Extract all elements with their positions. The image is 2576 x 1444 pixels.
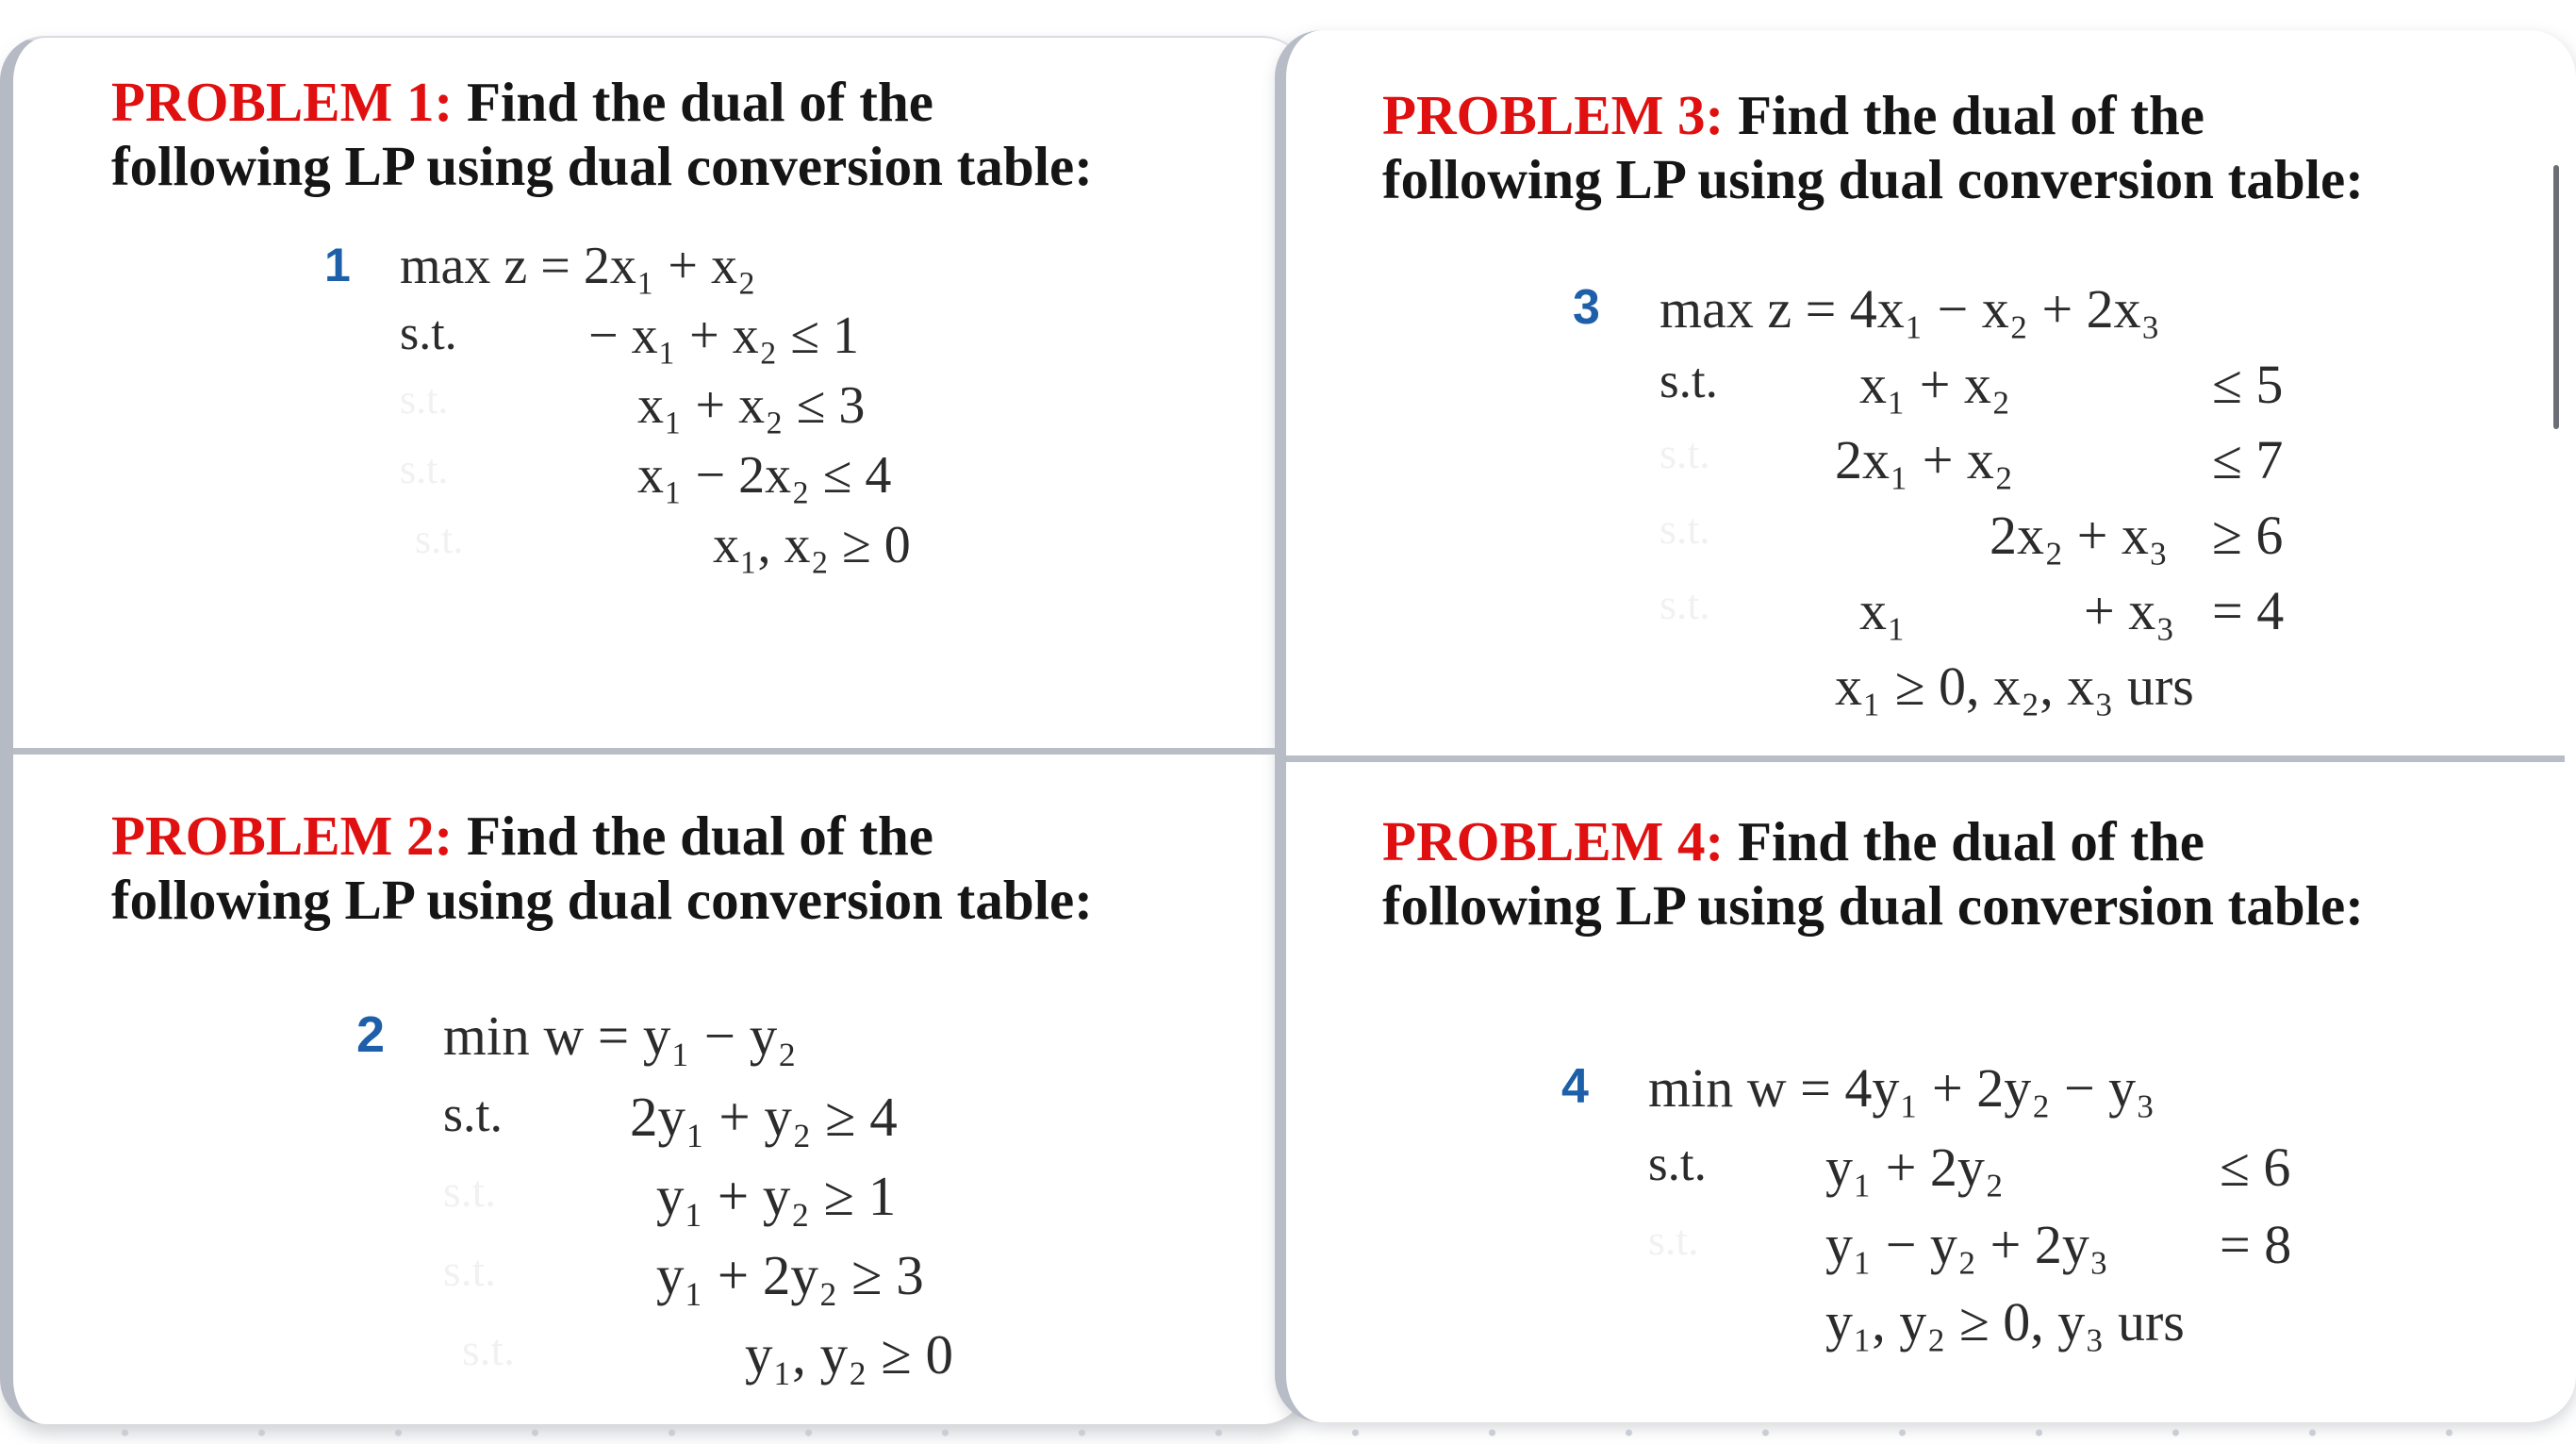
bottom-dotted-edge xyxy=(57,1428,2508,1437)
sign-restriction: y₁, y₂ ≥ 0, y₃ urs xyxy=(1825,1291,2185,1353)
right-horizontal-divider xyxy=(1286,755,2565,762)
st-label: s.t. xyxy=(1648,1137,1707,1191)
st-label: s.t. xyxy=(443,1086,504,1142)
constraint-1-rhs: ≤ 6 xyxy=(2220,1137,2291,1198)
constraint-4-rhs: = 4 xyxy=(2212,580,2285,641)
left-horizontal-divider xyxy=(13,748,1277,755)
problem-number: 1 xyxy=(324,239,351,291)
faded-st-label: s.t. xyxy=(400,446,449,492)
scrollbar[interactable] xyxy=(2553,165,2559,429)
problem-4-title: PROBLEM 4: Find the dual of the following LP using dual conversion table: xyxy=(1382,810,2364,937)
constraint-4-lhs-x3: + x₃ xyxy=(2084,580,2175,641)
sign-restriction: y₁, y₂ ≥ 0 xyxy=(745,1323,954,1386)
st-label: s.t. xyxy=(1660,354,1718,408)
constraint-3-rhs: ≥ 6 xyxy=(2212,505,2284,566)
faded-st-label: s.t. xyxy=(443,1246,497,1296)
faded-st-label: s.t. xyxy=(1648,1216,1699,1264)
objective-function: min w = 4y₁ + 2y₂ − y₃ xyxy=(1648,1057,2155,1119)
faded-st-label: s.t. xyxy=(462,1325,516,1375)
objective-function: max z = 2x₁ + x₂ xyxy=(400,237,756,295)
faded-st-label: s.t. xyxy=(1660,429,1710,477)
constraint-2: x₁ + x₂ ≤ 3 xyxy=(637,376,866,435)
constraint-2-rhs: ≤ 7 xyxy=(2212,429,2284,490)
faded-st-label: s.t. xyxy=(443,1167,497,1217)
sign-restriction: x₁ ≥ 0, x₂, x₃ urs xyxy=(1835,656,2194,717)
constraint-3: y₁ + 2y₂ ≥ 3 xyxy=(656,1244,924,1306)
st-label: s.t. xyxy=(400,307,457,360)
constraint-2-rhs: = 8 xyxy=(2220,1214,2292,1275)
problem-number: 3 xyxy=(1573,280,1600,335)
problem-1-title: PROBLEM 1: Find the dual of the following LP using dual conversion table: xyxy=(111,71,1093,197)
constraint-1-lhs: x₁ + x₂ xyxy=(1859,354,2011,415)
faded-st-label: s.t. xyxy=(1660,580,1710,628)
constraint-1: 2y₁ + y₂ ≥ 4 xyxy=(630,1086,898,1148)
objective-function: min w = y₁ − y₂ xyxy=(443,1004,797,1067)
constraint-1: − x₁ + x₂ ≤ 1 xyxy=(588,307,859,365)
constraint-2-lhs: 2x₁ + x₂ xyxy=(1835,429,2014,490)
problem-3-title: PROBLEM 3: Find the dual of the following LP using dual conversion table: xyxy=(1382,84,2364,210)
constraint-1-lhs: y₁ + 2y₂ xyxy=(1825,1137,2005,1198)
faded-st-label: s.t. xyxy=(400,376,449,423)
problem-number: 4 xyxy=(1561,1059,1589,1114)
constraint-2-lhs: y₁ − y₂ + 2y₃ xyxy=(1825,1214,2109,1275)
problem-number: 2 xyxy=(356,1006,386,1063)
constraint-2: y₁ + y₂ ≥ 1 xyxy=(656,1165,897,1227)
constraint-4-lhs-x1: x₁ xyxy=(1859,580,1907,641)
constraint-1-rhs: ≤ 5 xyxy=(2212,354,2284,415)
sign-restriction: x₁, x₂ ≥ 0 xyxy=(713,516,911,574)
constraint-3: x₁ − 2x₂ ≤ 4 xyxy=(637,446,892,505)
problem-2-title: PROBLEM 2: Find the dual of the following LP using dual conversion table: xyxy=(111,805,1093,931)
faded-st-label: s.t. xyxy=(415,516,464,562)
faded-st-label: s.t. xyxy=(1660,505,1710,553)
objective-function: max z = 4x₁ − x₂ + 2x₃ xyxy=(1660,278,2160,340)
constraint-3-lhs: 2x₂ + x₃ xyxy=(1990,505,2169,566)
